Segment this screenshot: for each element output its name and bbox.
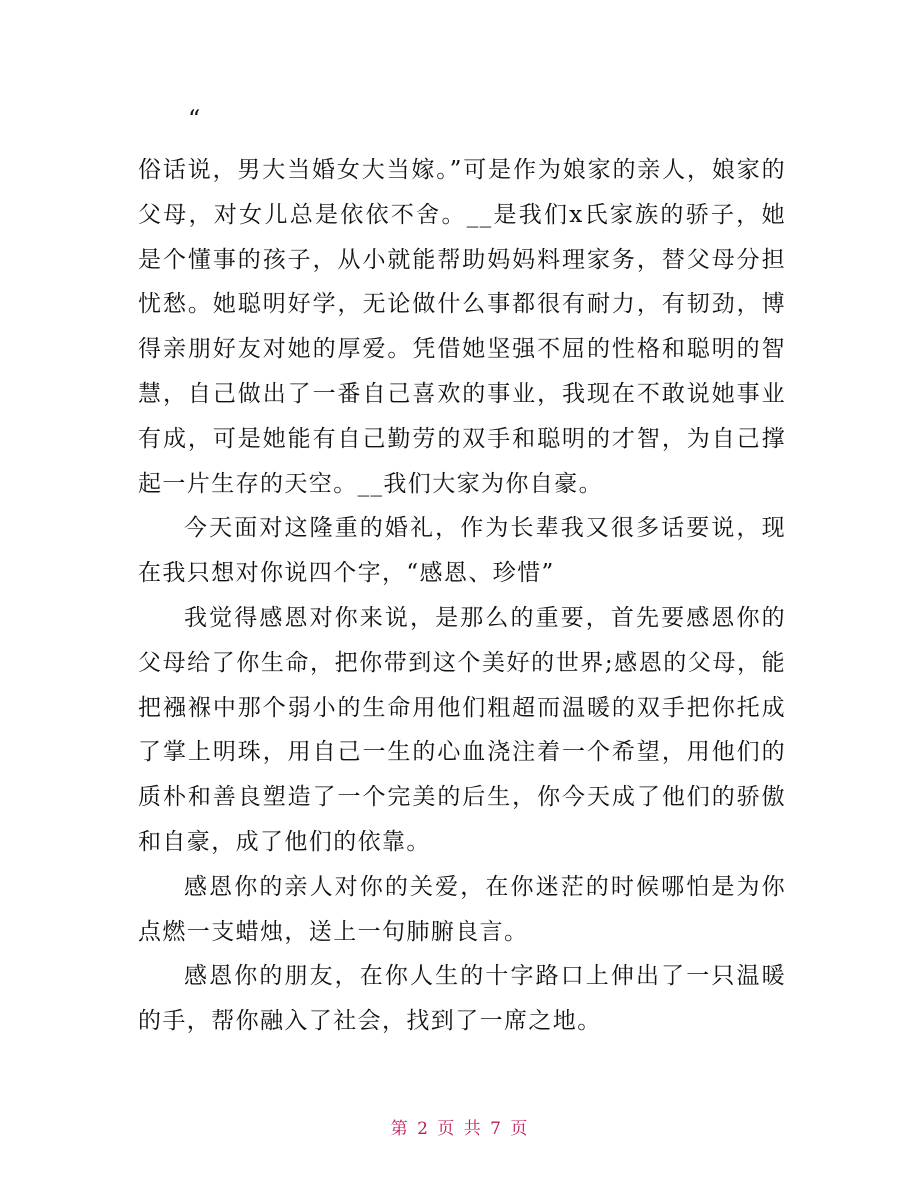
paragraph-3: 我觉得感恩对你来说，是那么的重要，首先要感恩你的父母给了你生命，把你带到这个美好的世界;感恩的父母，能把襁褓中那个弱小的生命用他们粗超而温暖的双手把你托成了掌上明珠，用自己一生的心血浇注着一个希望，用他们的质朴和善良塑造了一个完美的后生，你今天成了他们的骄傲和自豪，成了他们的依靠。	[138, 604, 786, 855]
paragraph-4: 感恩你的亲人对你的关爱，在你迷茫的时候哪怕是为你点燃一支蜡烛，送上一句肺腑良言。	[138, 873, 786, 945]
paragraph-2: 今天面对这隆重的婚礼，作为长辈我又很多话要说，现在我只想对你说四个字，“感恩、珍惜”	[138, 515, 786, 587]
page-number-footer: 第 2 页 共 7 页	[390, 1119, 530, 1139]
paragraph-1: 俗话说，男大当婚女大当嫁。”可是作为娘家的亲人，娘家的父母，对女儿总是依依不舍。__是我们x氏家族的骄子，她是个懂事的孩子，从小就能帮助妈妈料理家务，替父母分担忧愁。她聪明好学，无论做什么事都很有耐力，有韧劲，博得亲朋好友对她的厚爱。凭借她坚强不屈的性格和聪明的智慧，自己做出了一番自己喜欢的事业，我现在不敢说她事业有成，可是她能有自己勤劳的双手和聪明的才智，为自己撑起一片生存的天空。__我们大家为你自豪。	[138, 157, 786, 497]
paragraph-5: 感恩你的朋友，在你人生的十字路口上伸出了一只温暖的手，帮你融入了社会，找到了一席之地。	[138, 963, 786, 1035]
opening-quote-mark: “	[188, 105, 201, 133]
document-body	[138, 148, 786, 1044]
